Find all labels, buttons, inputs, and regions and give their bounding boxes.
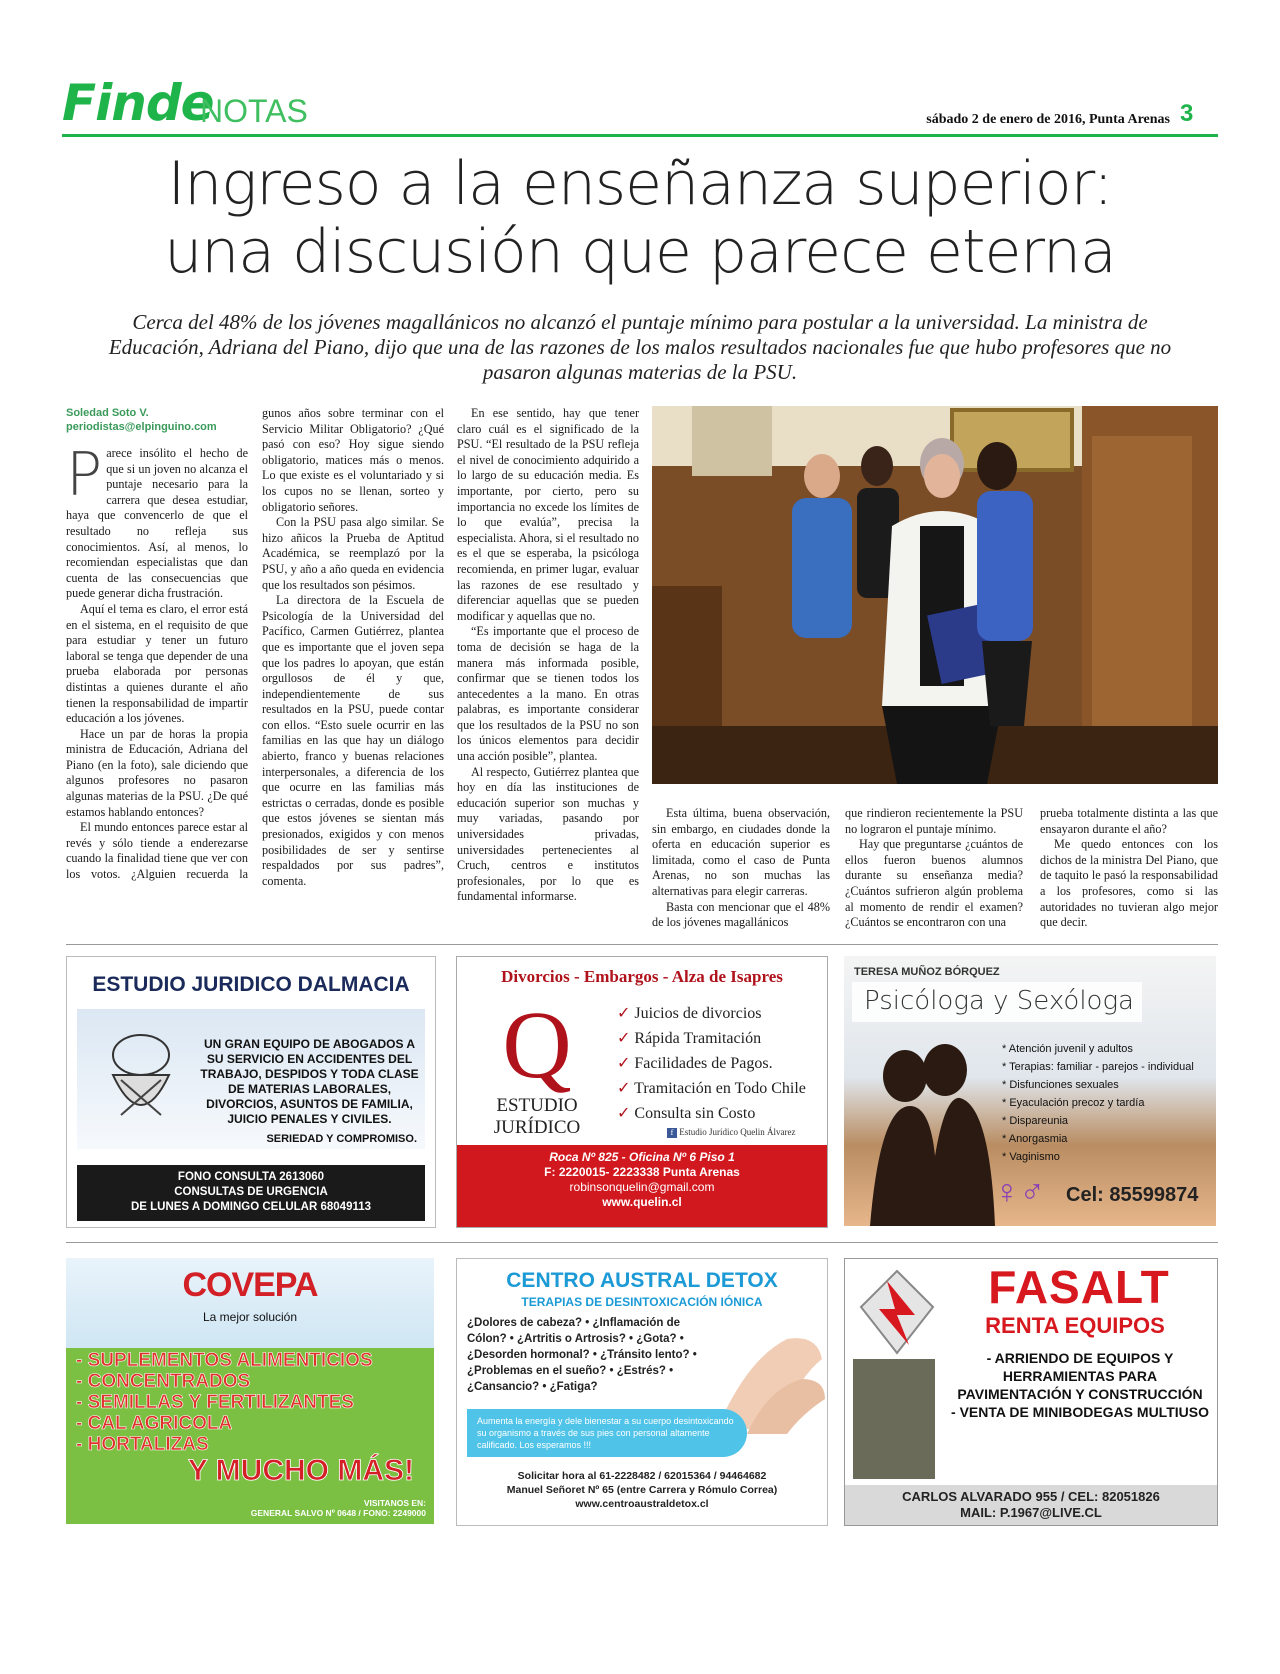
ad-web-link[interactable]: www.centroaustraldetox.cl <box>575 1498 709 1510</box>
list-item: - CONCENTRADOS <box>76 1371 251 1392</box>
article-paragraph: Aquí el tema es claro, el error está en el sistema, en el requisito de que para estudiar y tener un futuro laboral se tenga que depender de una prueba elaborada por personas distintas a quienes durante el año tienen la responsabilidad de impartir educación a los jóvenes. <box>66 601 248 726</box>
ad-questions: ¿Dolores de cabeza? • ¿Inflamación de Cólon? • ¿Artritis o Artrosis? • ¿Gota? • ¿Desorden hormonal? • ¿Tránsito lento? • ¿Problemas en el sueño? • ¿Estrés? • ¿Cansancio? • ¿Fatiga? <box>467 1317 697 1393</box>
ad-phone: Cel: 85599874 <box>1066 1184 1199 1206</box>
article-paragraph: Parece insólito el hecho de que si un joven no alcanza el puntaje necesario para la carrera que desea estudiar, haya que convencerlo de que el resultado no refleja sus conocimientos. Así, al menos, lo recomiendan especialistas que dan cuenta de las consecuencias que puede generar dicha frustración. <box>66 440 248 601</box>
headline-line-2: una discusión que parece eterna <box>164 217 1116 287</box>
article-paragraph: que rindieron recientemente la PSU no lograron el puntaje mínimo. <box>845 806 1023 836</box>
list-item: * Atención juvenil y adultos <box>1002 1043 1133 1055</box>
author-email[interactable]: periodistas@elpinguino.com <box>66 421 217 433</box>
author-name: Soledad Soto V. <box>66 407 149 419</box>
section-label: NOTAS <box>200 93 308 129</box>
covepa-logo: COVEPA <box>182 1266 318 1304</box>
products-list <box>76 1350 434 1455</box>
ad-address: VISITANOS EN: GENERAL SALVO Nº 0648 / FONO: 2249000 <box>250 1498 426 1518</box>
article-paragraph: Esta última, buena observación, sin embargo, en ciudades donde la oferta en educación superior es limitada, como el caso de Punta Arenas, no son muchas las alternativas para elegir carreras. <box>652 806 830 898</box>
ad-title: Divorcios - Embargos - Alza de Isapres <box>501 967 783 986</box>
brand-logo: Finde <box>62 74 214 132</box>
facebook-icon: f <box>667 1128 677 1138</box>
article-paragraph: Con la PSU pasa algo similar. Se hizo añicos la Prueba de Aptitud Académica, se reemplazó por la PSU, y año a año queda en evidencia que los resultados son pésimos. <box>262 515 444 592</box>
list-item: ✓ Tramitación en Todo Chile <box>617 1080 806 1097</box>
ad-promo: Aumenta la energía y dele bienestar a su cuerpo desintoxicando su organismo a través de sus pies con personal altamente calificado. Los esperamos !!! <box>467 1409 747 1457</box>
list-item: - ARRIENDO DE EQUIPOS Y HERRAMIENTAS PARA PAVIMENTACIÓN Y CONSTRUCCIÓN <box>957 1350 1203 1402</box>
ad-footer: FONO CONSULTA 2613060 CONSULTAS DE URGENCIA DE LUNES A DOMINGO CELULAR 68049113 <box>77 1165 425 1221</box>
gender-symbols-icon: ♀♂ <box>994 1174 1045 1211</box>
logo-text: ESTUDIO JURÍDICO <box>493 1095 581 1138</box>
ad-body: UN GRAN EQUIPO DE ABOGADOS A SU SERVICIO EN ACCIDENTES DEL TRABAJO, DESPIDOS Y TODA CLASE DE MATERIAS LABORALES, DIVORCIOS, ASUNTOS DE FAMILIA, JUICIO PENALES Y CIVILES. <box>200 1037 419 1126</box>
headline <box>62 150 1218 286</box>
article-paragraph: En ese sentido, hay que tener claro cuál es el significado de la PSU. “El resultado de la PSU refleja el nivel de conocimiento adquirido a lo largo de su educación media. Es importante, por cierto, pero su importancia no excede los límites de lo que evalúa”, precisa la especialista. Ahora, si el resultado no es el que se esperaba, la psicóloga recomienda, en primer lugar, evaluar las razones de ese resultado y diferenciar aquellas que se pueden modificar y aquellas que no. <box>457 406 639 623</box>
article-paragraph: Me quedo entonces con los dichos de la ministra Del Piano, que de taquito le pasó la responsabilidad a los profesores, como si las autoridades no tuvieran algo mejor que decir. <box>1040 837 1218 930</box>
article-paragraph: Hace un par de horas la propia ministra de Educación, Adriana del Piano (en la foto), sale diciendo que algunos profesores no pasaron algunas materias de la PSU. ¿De qué estamos hablando entonces? <box>66 726 248 819</box>
article-paragraph: La directora de la Escuela de Psicología de la Universidad del Pacífico, Carmen Gutiérrez, plantea que es importante que el joven sepa que los padres lo apoyan, que están orgullosos de él y que, independientemente de sus resultados en la PSU, puede contar con ellos. “Esto suele ocurrir en las familias en las que hay un diálogo abierto, franco y buenas relaciones interpersonales, a diferencia de los que ocurre en las familias más estrictas o cerradas, donde es posible que estos jóvenes se sientan más presionados, exigidos y con menos posibilidades de ser y sentirse respaldados por sus padres”, comenta. <box>262 593 444 888</box>
couple-silhouette-icon <box>850 1036 1000 1226</box>
list-item: * Vaginismo <box>1002 1151 1060 1163</box>
article-paragraph: Hay que preguntarse ¿cuántos de ellos fueron buenos alumnos durante su enseñanza media? ¿Cuántos sufrieron algún problema al momento de rendir el examen? ¿Cuántos se encontraron con una <box>845 837 1023 930</box>
ad-covepa[interactable] <box>66 1258 434 1524</box>
services-list <box>617 1001 822 1126</box>
article-column-3 <box>457 406 639 905</box>
list-item: ✓ Consulta sin Costo <box>617 1105 756 1122</box>
ad-psicologa[interactable] <box>844 956 1216 1226</box>
list-item: * Terapias: familiar - parejos - individual <box>1002 1061 1194 1073</box>
ad-separator <box>66 944 1218 945</box>
article-column-5 <box>845 806 1023 931</box>
ad-title: Psicóloga y Sexóloga <box>864 986 1134 1016</box>
list-item: * Disfunciones sexuales <box>1002 1079 1119 1091</box>
dateline: sábado 2 de enero de 2016, Punta Arenas <box>926 112 1170 127</box>
subhead: Cerca del 48% de los jóvenes magallánicos no alcanzó el puntaje mínimo para postular a la universidad. La ministra de Educación, Adriana del Piano, dijo que una de las razones de los malos resultados nacionales fue que hubo profesores que no pasaron algunas materias de la PSU. <box>108 310 1172 384</box>
article-column-4 <box>652 806 830 931</box>
page-number: 3 <box>1180 100 1194 127</box>
list-item: * Dispareunia <box>1002 1115 1069 1127</box>
list-item: ✓ Rápida Tramitación <box>617 1030 762 1047</box>
dropcap: P <box>66 440 103 510</box>
fasalt-brand: FASALT <box>988 1261 1170 1313</box>
ad-title: ESTUDIO JURIDICO DALMACIA <box>92 973 410 996</box>
list-item: - SEMILLAS Y FERTILIZANTES <box>76 1392 354 1413</box>
ad-separator <box>66 1242 1218 1243</box>
list-item: ✓ Facilidades de Pagos. <box>617 1055 773 1072</box>
headline-line-1: Ingreso a la enseñanza superior: <box>167 149 1113 219</box>
article-column-1 <box>66 406 248 884</box>
ad-subtitle: RENTA EQUIPOS <box>985 1313 1165 1338</box>
fasalt-logo-icon <box>857 1267 937 1357</box>
ad-subtitle: TERAPIAS DE DESINTOXICACIÓN IÓNICA <box>521 1295 763 1309</box>
ad-title: CENTRO AUSTRAL DETOX <box>506 1269 778 1292</box>
ad-contact: Solicitar hora al 61-2228482 / 62015364 / 94464682 Manuel Señoret Nº 65 (entre Carrera y Rómulo Correa) www.centroaustraldetox.cl <box>457 1469 827 1511</box>
ad-footer: CARLOS ALVARADO 955 / CEL: 82051826 MAIL: P.1967@LIVE.CL <box>845 1485 1217 1525</box>
ad-centro-austral-detox[interactable] <box>456 1258 828 1526</box>
article-paragraph: Al respecto, Gutiérrez plantea que hoy en día las instituciones de educación superior son muchas y muy variadas, pasando por universidades privadas, universidades pertenecientes al Cruch, centros e institutos profesionales, por lo que es fundamental informarse. <box>457 764 639 904</box>
coat-of-arms-icon <box>91 1025 191 1135</box>
article-paragraph: El mundo entonces parece estar al revés y sólo tiende a enderezarse cuando la finalidad tiene que ver con los votos. ¿Alguien recuerda la <box>66 820 248 882</box>
ad-name: TERESA MUÑOZ BÓRQUEZ <box>854 966 1000 978</box>
article-paragraph: Basta con mencionar que el 48% de los jóvenes magallánicos <box>652 899 830 930</box>
article-column-2 <box>262 406 444 889</box>
list-item: - VENTA DE MINIBODEGAS MULTIUSO <box>951 1404 1209 1420</box>
list-item: * Eyaculación precoz y tardía <box>1002 1097 1145 1109</box>
ad-footer: Roca Nº 825 - Oficina Nº 6 Piso 1 F: 2220015- 2223338 Punta Arenas robinsonquelin@gmail.com www.quelin.cl <box>457 1145 827 1228</box>
ad-slogan: La mejor solución <box>202 1310 298 1324</box>
photo-scene <box>652 406 1218 784</box>
equipment-photo <box>853 1359 935 1479</box>
services-list <box>945 1349 1215 1421</box>
article-paragraph: gunos años sobre terminar con el Servicio Militar Obligatorio? ¿Qué pasó con eso? Hoy sigue siendo obligatorio, matices más o menos. Lo que existe es el voluntariado y si los cupos no se llenan, sorteo y obligatorio señores. <box>262 406 444 514</box>
list-item: * Anorgasmia <box>1002 1133 1068 1145</box>
ad-more: Y MUCHO MÁS! <box>187 1454 414 1487</box>
q-logo: Q <box>502 991 572 1098</box>
list-item: - HORTALIZAS <box>76 1434 209 1455</box>
ad-estudio-quelin[interactable] <box>456 956 828 1228</box>
ad-estudio-dalmacia[interactable] <box>66 956 436 1228</box>
list-item: ✓ Juicios de divorcios <box>617 1005 762 1022</box>
header-rule <box>62 134 1218 137</box>
facebook-link[interactable]: f Estudio Jurídico Quelin Álvarez <box>667 1127 827 1138</box>
ad-fasalt[interactable] <box>844 1258 1218 1526</box>
article-paragraph: prueba totalmente distinta a las que ensayaron durante el año? <box>1040 806 1218 836</box>
article-paragraph: “Es importante que el proceso de toma de decisión se haga de la manera más informada posible, confirmar que se tienen todos los antecedentes a la mano. En otras palabras, es importante considerar que los resultados de la PSU no son los únicos elementos para decidir una acción posible”, plantea. <box>457 624 639 764</box>
article-photo <box>652 406 1218 784</box>
ad-tagline: SERIEDAD Y COMPROMISO. <box>266 1133 417 1145</box>
article-column-6 <box>1040 806 1218 931</box>
services-list <box>1002 1040 1214 1166</box>
list-item: - CAL AGRICOLA <box>76 1413 233 1434</box>
list-item: - SUPLEMENTOS ALIMENTICIOS <box>76 1350 373 1371</box>
